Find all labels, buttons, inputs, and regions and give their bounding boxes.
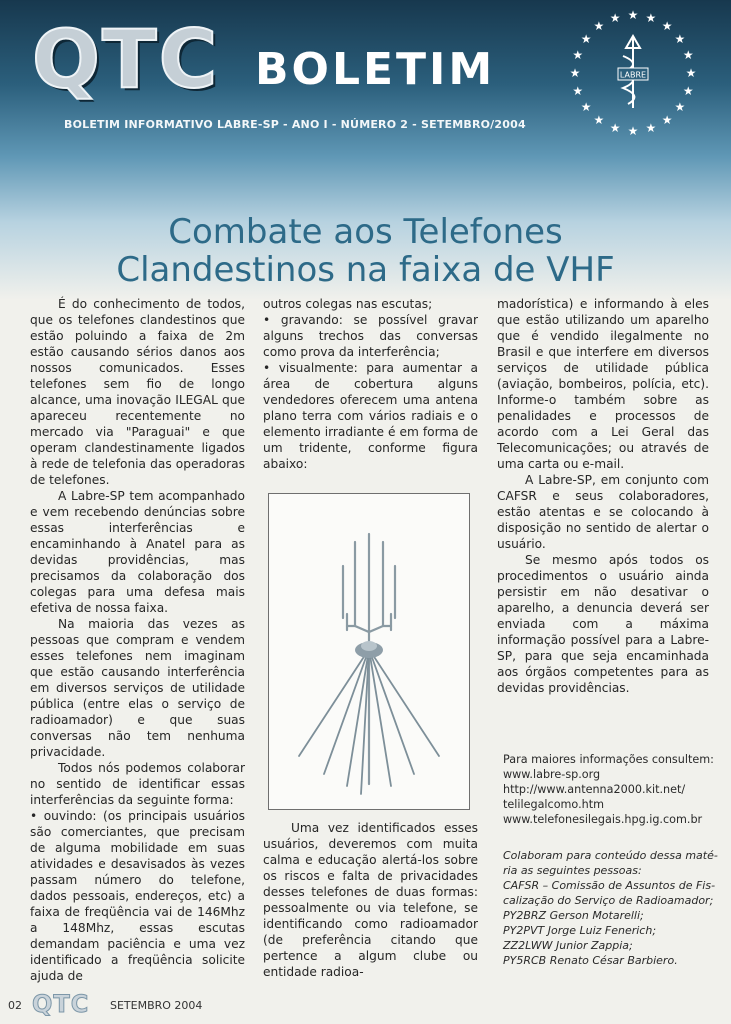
headline-line-2: Clandestinos na faixa de VHF xyxy=(116,249,615,290)
paragraph: A Labre-SP, em conjunto com CAFSR e seus colaboradores, estão atentas e se colocando à disposição no sentido de alertar o usuário. xyxy=(497,473,709,551)
star-icon: ★ xyxy=(674,100,686,115)
paragraph: • ouvindo: (os principais usuários são comerciantes, que precisam de alguma mobilidade em suas atividades e desavisados às vezes passam número do telefone, dados pessoais, endereços, etc) a faixa de freqüência vai de 146Mhz a 148Mhz, essas escutas demandam paciência e uma vez identificado a freqüência solicite ajuda de xyxy=(30,809,245,983)
paragraph: A Labre-SP tem acompanhado e vem recebendo denúncias sobre essas interferências e encaminhando à Anatel para as devidas providências, mas precisamos da colaboração dos colegas para uma defesa mais efetiva de nossa faixa. xyxy=(30,489,245,615)
page-footer xyxy=(8,992,308,1018)
star-icon: ★ xyxy=(572,48,584,63)
info-link[interactable]: www.labre-sp.org xyxy=(503,768,601,781)
paragraph: • visualmente: para aumentar a área de cobertura alguns vendedores oferecem uma antena plano terra com vários radiais e o elemento irradiante é em forma de um tridente, conforme figura abaixo: xyxy=(263,361,478,471)
paragraph: madorística) e informando à eles que estão utilizando um aparelho que é vendido ilegalmente no Brasil e que interfere em diversos serviços de utilidade pública (aviação, bombeiros, polícia, etc). Informe-o também sobre as penalidades e processos de acordo com a Lei Geral das Telecomunicações; ou através de uma carta ou e-mail. xyxy=(497,297,709,471)
article-headline xyxy=(0,213,731,289)
star-icon: ★ xyxy=(580,31,592,46)
star-icon: ★ xyxy=(593,112,605,127)
star-icon: ★ xyxy=(682,48,694,63)
star-icon: ★ xyxy=(593,19,605,34)
paragraph: Na maioria das vezes as pessoas que compram e vendem esses telefones nem imaginam que estão causando interferência em diversos serviços de utilidade pública (entre elas o serviço de radioamador) e que suas conversas não tem nenhuma privacidade. xyxy=(30,617,245,759)
qtc-logo: QTC xyxy=(32,13,220,106)
footer-qtc-logo: QTC xyxy=(32,990,90,1018)
paragraph: É do conhecimento de todos, que os telefones clandestinos que estão poluindo a faixa de 2m estão causando sérios danos aos nossos comunicados. Esses telefones sem fio de longo alcance, uma inovação ILEGAL que apareceu recentemente no mercado via "Paraguai" e que operam clandestinamente ligados à rede de telefonia das operadoras de telefones. xyxy=(30,297,245,487)
article-column-2 xyxy=(263,296,478,472)
page-number: 02 xyxy=(8,999,22,1012)
collaborator-line: calização do Serviço de Radioamador; xyxy=(503,894,714,907)
collaborators-heading: ria as seguintes pessoas: xyxy=(503,864,642,877)
star-icon: ★ xyxy=(682,83,694,98)
collaborators-box xyxy=(503,848,718,968)
paragraph: Todos nós podemos colaborar no sentido de identificar essas interferências da seguinte forma: xyxy=(30,761,245,807)
star-icon: ★ xyxy=(645,10,657,25)
masthead-subtitle: BOLETIM INFORMATIVO LABRE-SP - ANO I - NÚMERO 2 - SETEMBRO/2004 xyxy=(64,118,526,131)
labre-emblem-icon xyxy=(568,8,698,138)
headline-line-1: Combate aos Telefones xyxy=(168,211,563,252)
star-icon: ★ xyxy=(580,100,592,115)
collaborator-line: PY2BRZ Gerson Motarelli; xyxy=(503,909,644,922)
paragraph: outros colegas nas escutas; xyxy=(263,297,433,311)
article-column-3 xyxy=(497,296,709,696)
star-icon: ★ xyxy=(609,121,621,136)
antenna-figure xyxy=(268,493,470,810)
collaborator-line: CAFSR – Comissão de Assuntos de Fis- xyxy=(503,879,716,892)
footer-date: SETEMBRO 2004 xyxy=(110,999,203,1012)
info-link[interactable]: http://www.antenna2000.kit.net/ xyxy=(503,783,686,796)
star-icon: ★ xyxy=(645,121,657,136)
star-icon: ★ xyxy=(661,112,673,127)
star-icon: ★ xyxy=(661,19,673,34)
info-link[interactable]: www.telefonesilegais.hpg.ig.com.br xyxy=(503,813,703,826)
star-icon: ★ xyxy=(572,83,584,98)
star-icon: ★ xyxy=(674,31,686,46)
paragraph: • gravando: se possível gravar alguns trechos das conversas como prova da interferência; xyxy=(263,313,478,359)
article-column-1 xyxy=(30,296,245,984)
collaborator-line: PY2PVT Jorge Luiz Fenerich; xyxy=(503,924,657,937)
paragraph: Se mesmo após todos os procedimentos o usuário ainda persistir em não desativar o aparelho, a denuncia deverá ser enviada com a máxima informação possível para a Labre-SP, para que seja encaminhada aos órgãos competentes para as devidas providências. xyxy=(497,553,709,695)
collaborator-line: ZZ2LWW Junior Zappia; xyxy=(503,939,633,952)
more-info-heading: Para maiores informações consultem: xyxy=(503,753,714,766)
star-icon: ★ xyxy=(627,124,639,138)
masthead-title: BOLETIM xyxy=(255,44,496,95)
star-icon: ★ xyxy=(609,10,621,25)
info-link[interactable]: telilegalcomo.htm xyxy=(503,798,605,811)
star-icon: ★ xyxy=(569,66,581,80)
collaborator-line: PY5RCB Renato César Barbiero. xyxy=(503,954,678,967)
star-icon: ★ xyxy=(627,8,639,22)
article-column-2-continued xyxy=(263,820,478,980)
collaborators-heading: Colaboram para conteúdo dessa maté- xyxy=(503,849,718,862)
star-icon: ★ xyxy=(685,66,697,80)
paragraph: Uma vez identificados esses usuários, deveremos com muita calma e educação alertá-los sobre os riscos e falta de privacidades desses telefones de duas formas: pessoalmente ou via telefone, se identificando como radioamador (de preferência citando que pertence a algum clube ou entidade radioa- xyxy=(263,821,478,979)
more-info-box xyxy=(503,752,713,827)
emblem-label: LABRE xyxy=(619,70,647,80)
antenna-icon xyxy=(269,494,469,809)
